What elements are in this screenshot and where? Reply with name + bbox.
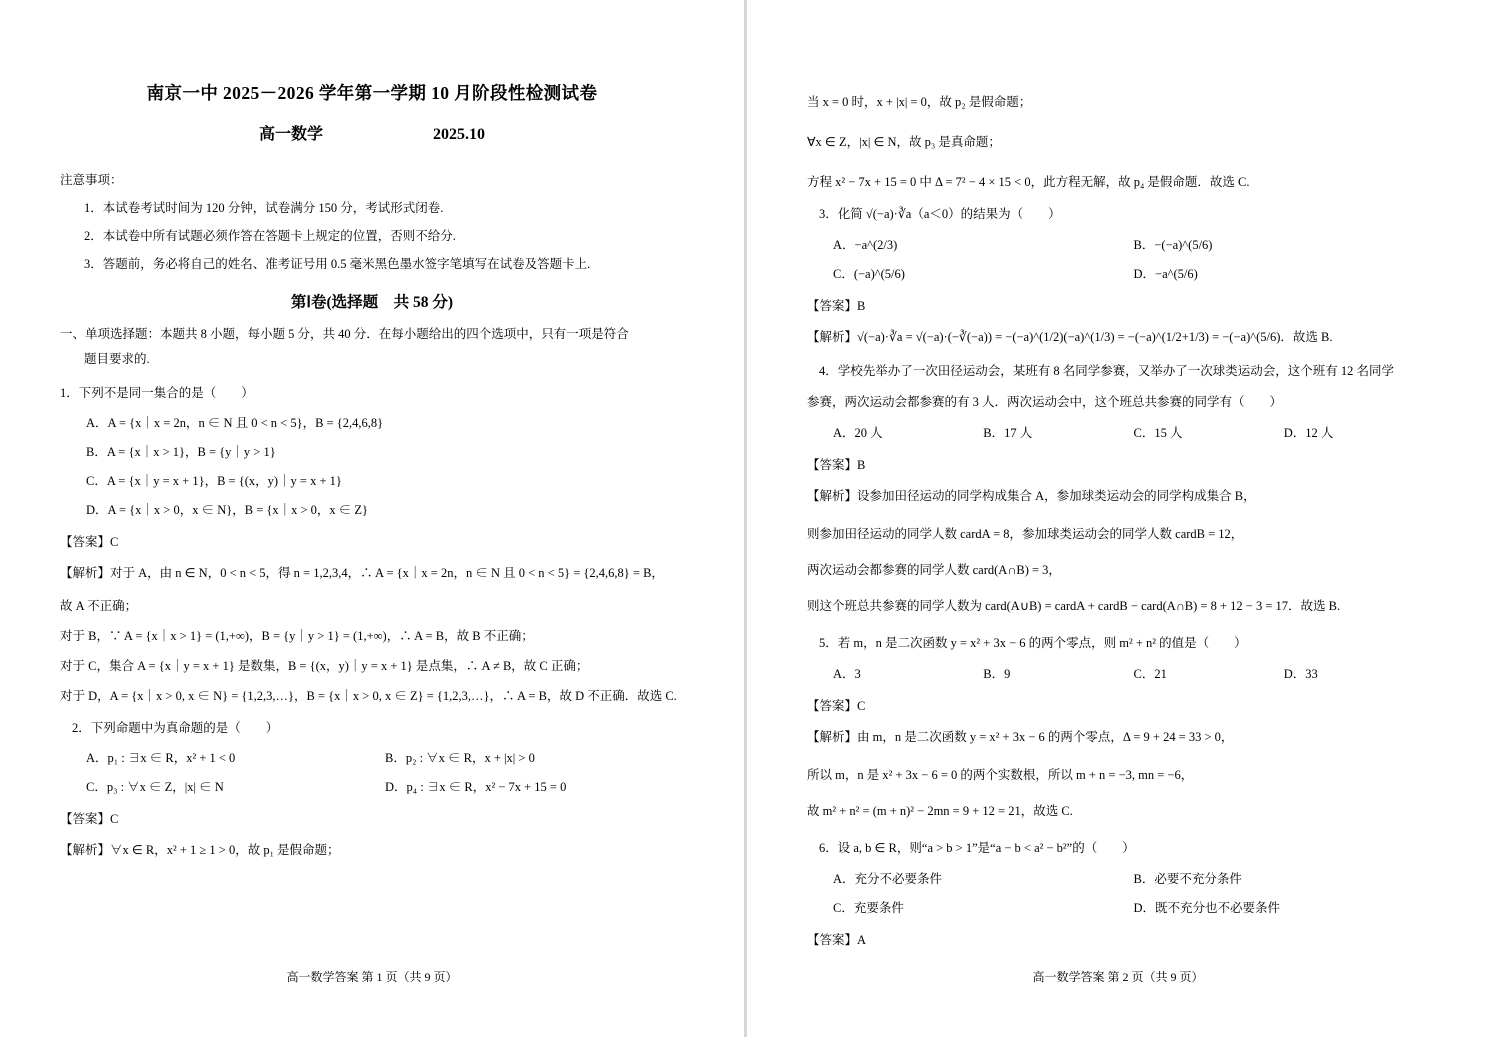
answer-line [60, 809, 684, 827]
instruction-line: 一、单项选择题：本题共 8 小题，每小题 5 分，共 40 分．在每小题给出的四个选项中，只有一项是符合 [60, 327, 629, 341]
page-footer-left: 高一数学答案 第 1 页（共 9 页） [286, 970, 458, 984]
question-stem: 2．下列命题中为真命题的是（ ） [72, 720, 279, 735]
section-title: 第Ⅰ卷(选择题 共 58 分) [290, 294, 454, 311]
notice-item: 1．本试卷考试时间为 120 分钟，试卷满分 150 分，考试形式闭卷. [84, 201, 444, 215]
question-stem: 5．若 m，n 是二次函数 y = x² + 3x − 6 的两个零点，则 m² + n² 的值是（ ） [819, 636, 1247, 650]
option-item[interactable]: C．21 [1133, 666, 1167, 681]
analysis-line: 当 x = 0 时，x + |x| = 0，故 p₂ 是假命题； [807, 95, 1032, 109]
analysis-line: 方程 x² − 7x + 15 = 0 中 Δ = 7² − 4 × 15 < 0，此方程无解，故 p₄ 是假命题．故选 C. [807, 175, 1250, 189]
option-item[interactable]: A．充分不必要条件 [833, 871, 943, 886]
option-item[interactable]: D．−a^(5/6) [1133, 266, 1198, 281]
analysis-line: ∀x ∈ Z，|x| ∈ N，故 p₃ 是真命题； [807, 135, 1001, 149]
option-item[interactable]: C．(−a)^(5/6) [833, 266, 905, 281]
option-row [833, 423, 1434, 441]
answer-value: B [857, 457, 866, 472]
analysis-line: 设参加田径运动的同学构成集合 A，参加球类运动会的同学构成集合 B， [857, 488, 1256, 503]
question-options [833, 664, 1434, 682]
analysis-block [807, 728, 1434, 747]
page-title: 南京一中 2025－2026 学年第一学期 10 月阶段性检测试卷 [146, 83, 598, 103]
option-row [86, 777, 684, 795]
notice-heading: 注意事项： [60, 173, 123, 187]
question-stem: 3．化简 √(−a)·∛a（a＜0）的结果为（ ） [819, 207, 1061, 221]
analysis-line: 故 A 不正确； [60, 598, 138, 613]
analysis-label: 【解析】 [807, 729, 858, 744]
analysis-line: 对于 B，∵ A = {x｜x > 1} = (1,+∞)，B = {y｜y > 1} = (1,+∞)，∴ A = B，故 B 不正确； [60, 628, 534, 643]
answer-value: C [110, 812, 119, 827]
option-row [86, 748, 684, 766]
instruction-line: 题目要求的. [84, 351, 150, 366]
option-item[interactable]: D．12 人 [1283, 425, 1334, 440]
answer-value: B [857, 298, 866, 313]
answer-line [807, 696, 1434, 714]
question-options [833, 423, 1434, 441]
notice-item: 3．答题前，务必将自己的姓名、准考证号用 0.5 毫米黑色墨水签字笔填写在试卷及答题卡上. [84, 257, 591, 271]
option-item[interactable]: D．33 [1283, 666, 1318, 681]
question-stem: 1．下列不是同一集合的是（ ） [60, 385, 254, 400]
analysis-line: 则这个班总共参赛的同学人数为 card(A∪B) = cardA + cardB − card(A∩B) = 8 + 12 − 3 = 17．故选 B. [807, 599, 1341, 613]
answer-label: 【答案】 [60, 535, 111, 550]
analysis-line: ∀x ∈ R，x² + 1 ≥ 1 > 0，故 p₁ 是假命题； [110, 843, 340, 858]
option-item[interactable]: D．A = {x｜x > 0，x ∈ N}，B = {x｜x > 0，x ∈ Z} [86, 503, 369, 518]
answer-line [807, 930, 1434, 948]
analysis-line: 对于 A，由 n ∈ N，0 < n < 5，得 n = 1,2,3,4，∴ A = {x｜x = 2n，n ∈ N 且 0 < n < 5} = {2,4,6,8} = B， [110, 566, 664, 581]
option-item[interactable]: B．9 [983, 666, 1011, 681]
answer-label: 【答案】 [807, 932, 858, 947]
analysis-line: 则参加田径运动的同学人数 cardA = 8，参加球类运动会的同学人数 cardB = 12， [807, 527, 1244, 541]
option-item[interactable]: C．15 人 [1133, 425, 1183, 440]
analysis-block [60, 564, 684, 583]
option-item[interactable]: B．必要不充分条件 [1133, 871, 1242, 886]
answer-label: 【答案】 [807, 298, 858, 313]
analysis-block [807, 328, 1434, 347]
answer-value: A [857, 932, 867, 947]
option-item[interactable]: C．A = {x｜y = x + 1}，B = {(x，y)｜y = x + 1} [86, 474, 342, 489]
option-item[interactable]: A．3 [833, 666, 861, 681]
analysis-line: 对于 D，A = {x｜x > 0, x ∈ N} = {1,2,3,…}，B = {x｜x > 0, x ∈ Z} = {1,2,3,…}，∴ A = B，故 D 不正确．故选 C. [60, 688, 677, 703]
page-right [747, 0, 1489, 1037]
analysis-label: 【解析】 [60, 566, 111, 581]
question-options [833, 235, 1434, 282]
answer-line [807, 455, 1434, 473]
option-item[interactable]: B．17 人 [983, 425, 1033, 440]
analysis-line: 故 m² + n² = (m + n)² − 2mn = 9 + 12 = 21，故选 C. [807, 804, 1073, 819]
analysis-line: 两次运动会都参赛的同学人数 card(A∩B) = 3， [807, 563, 1061, 577]
option-item[interactable]: B．A = {x｜x > 1}，B = {y｜y > 1} [86, 445, 276, 460]
question-options [833, 869, 1434, 916]
analysis-line: 对于 C，集合 A = {x｜y = x + 1} 是数集，B = {(x，y)｜y = x + 1} 是点集，∴ A ≠ B，故 C 正确； [60, 658, 589, 673]
question-stem: 6．设 a, b ∈ R，则“a > b > 1”是“a − b < a² − b²”的（ ） [819, 841, 1135, 856]
answer-value: C [110, 535, 119, 550]
option-item[interactable]: D．既不充分也不必要条件 [1133, 900, 1281, 915]
analysis-label: 【解析】 [807, 329, 858, 344]
answer-label: 【答案】 [60, 812, 111, 827]
option-item[interactable]: A．A = {x｜x = 2n，n ∈ N 且 0 < n < 5}，B = {2,4,6,8} [86, 416, 384, 431]
option-row [833, 898, 1434, 916]
analysis-line: √(−a)·∛a = √(−a)·(−∛(−a)) = −(−a)^(1/2)(−a)^(1/3) = −(−a)^(1/2+1/3) = −(−a)^(5/6)．故选 B. [857, 329, 1333, 344]
answer-line [60, 532, 684, 550]
option-item[interactable]: C．充要条件 [833, 900, 904, 915]
page-left [0, 0, 744, 1037]
option-item[interactable]: A．−a^(2/3) [833, 237, 898, 252]
subtitle-row [60, 121, 684, 144]
option-item[interactable]: C．p₃ : ∀x ∈ Z，|x| ∈ N [86, 780, 224, 795]
analysis-label: 【解析】 [807, 488, 858, 503]
question-stem-cont: 参赛，两次运动会都参赛的有 3 人．两次运动会中，这个班总共参赛的同学有（ ） [807, 394, 1283, 409]
notice-item: 2．本试卷中所有试题必须作答在答题卡上规定的位置，否则不给分. [84, 229, 456, 243]
answer-value: C [857, 698, 866, 713]
analysis-line: 所以 m，n 是 x² + 3x − 6 = 0 的两个实数根，所以 m + n = −3, mn = −6， [807, 768, 1194, 783]
option-row [833, 264, 1434, 282]
analysis-block [60, 841, 684, 860]
question-options [86, 748, 684, 795]
analysis-block [807, 487, 1434, 506]
analysis-line: 由 m，n 是二次函数 y = x² + 3x − 6 的两个零点，Δ = 9 + 24 = 33 > 0， [857, 729, 1234, 744]
option-row [833, 664, 1434, 682]
question-options [86, 413, 684, 518]
question-stem: 4．学校先举办了一次田径运动会，某班有 8 名同学参赛，又举办了一次球类运动会，这个班有 12 名同学 [819, 364, 1395, 379]
option-item[interactable]: A．p₁ : ∃x ∈ R，x² + 1 < 0 [86, 751, 236, 766]
subject-label: 高一数学 [258, 126, 323, 143]
option-item[interactable]: B．p₂ : ∀x ∈ R，x + |x| > 0 [385, 751, 535, 766]
answer-label: 【答案】 [807, 457, 858, 472]
answer-line [807, 296, 1434, 314]
page-footer-right: 高一数学答案 第 2 页（共 9 页） [1032, 970, 1204, 984]
analysis-label: 【解析】 [60, 843, 111, 858]
option-row [833, 869, 1434, 887]
option-item[interactable]: A．20 人 [833, 425, 883, 440]
option-row [833, 235, 1434, 253]
exam-date: 2025.10 [433, 126, 485, 143]
option-item[interactable]: D．p₄ : ∃x ∈ R，x² − 7x + 15 = 0 [385, 780, 567, 795]
answer-label: 【答案】 [807, 698, 858, 713]
option-item[interactable]: B．−(−a)^(5/6) [1133, 237, 1213, 252]
